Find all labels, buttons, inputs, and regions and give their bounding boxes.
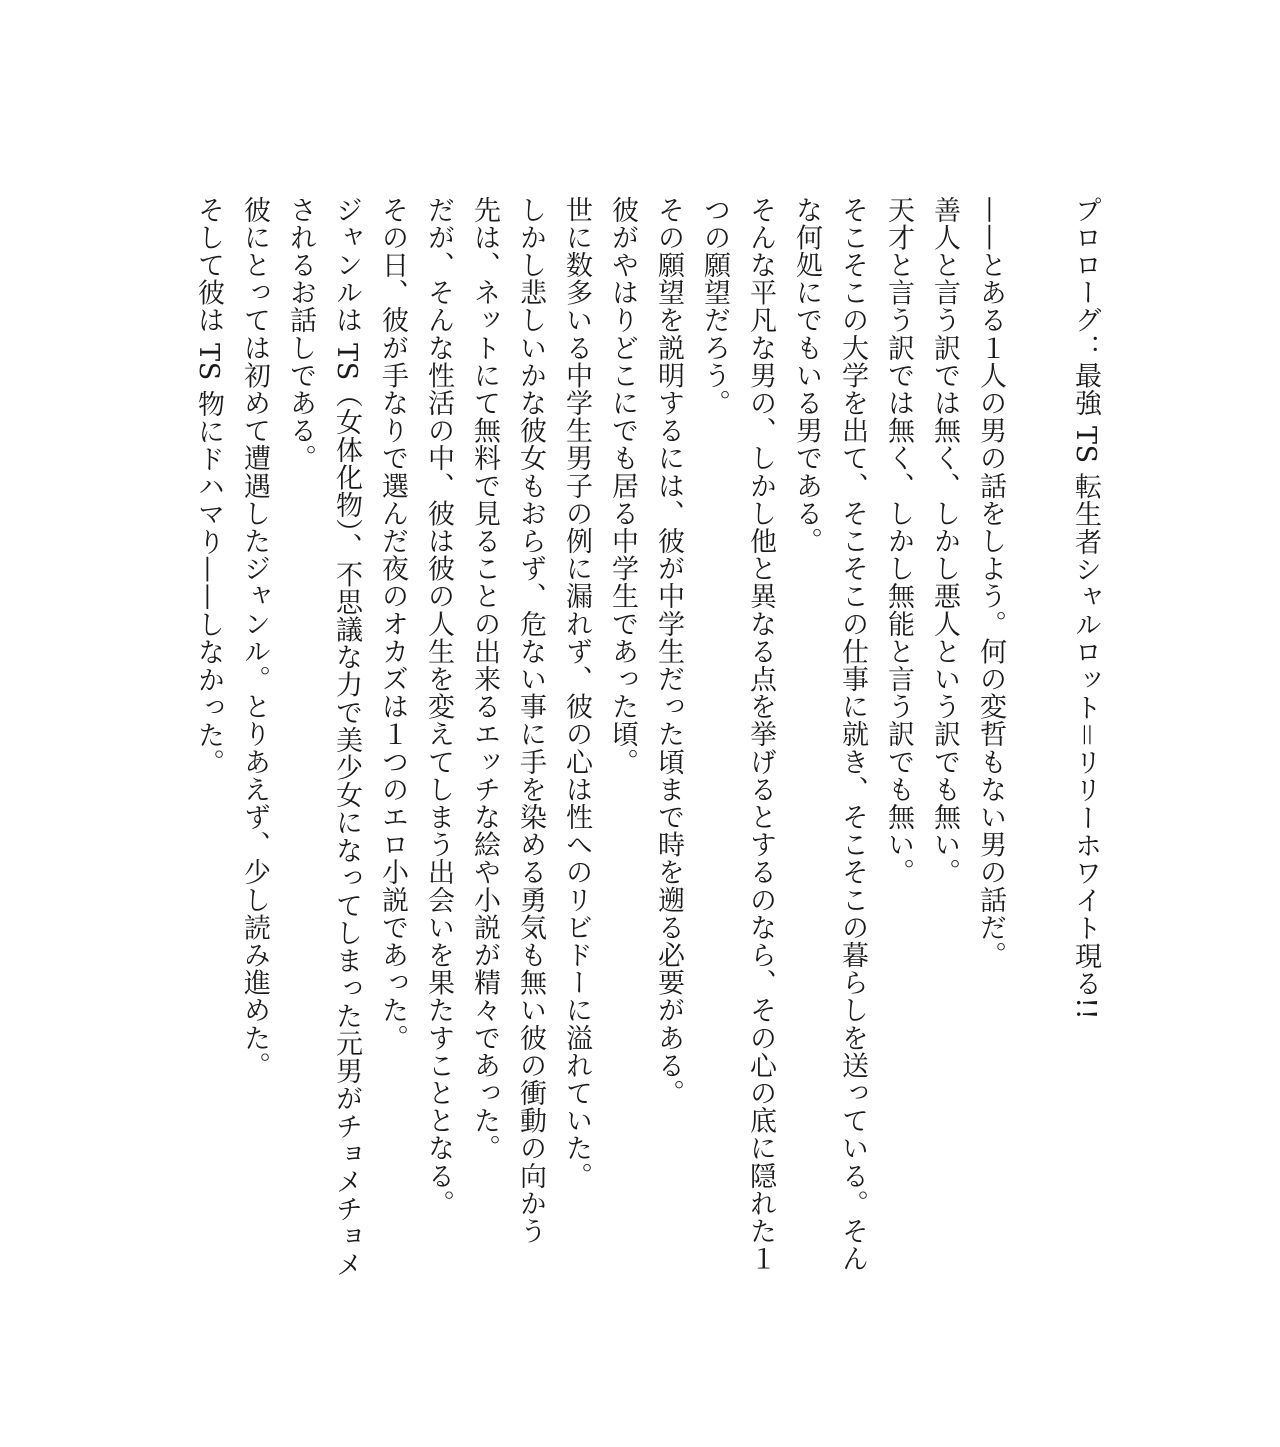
text-line: ジャンルは TS（女体化物）、不思議な力で美少女になってしまった元男がチョメチョメ [331, 196, 362, 1279]
text-line: 世に数多いる中学生男子の例に漏れず、彼の心は性へのリビドーに溢れていた。 [561, 196, 592, 1190]
text-line: そして彼は TS 物にドハマり——しなかった。 [193, 196, 224, 777]
text-line: そんな平凡な男の、しかし他と異なる点を挙げるとするのなら、その心の底に隠れた１ [745, 196, 776, 1273]
text-line: ——とある１人の男の話をしよう。何の変哲もない男の話だ。 [975, 196, 1006, 969]
text-line: な何処にでもいる男である。 [791, 196, 822, 555]
text-line: その日、彼が手なりで選んだ夜のオカズは１つのエロ小説であった。 [377, 196, 408, 1052]
chapter-title: プロローグ：最強 TS 転生者シャルロット＝リリーホワイト現る!! [1070, 196, 1101, 1021]
vertical-text-page [185, 196, 1108, 1316]
text-line: その願望を説明するには、彼が中学生だった頃まで時を遡る必要がある。 [653, 196, 684, 1107]
text-line: 彼にとっては初めて遭遇したジャンル。とりあえず、少し読み進めた。 [239, 196, 270, 1080]
text-line: しかし悲しいかな彼女もおらず、危ない事に手を染める勇気も無い彼の衝動の向かう [515, 196, 546, 1245]
text-line: だが、そんな性活の中、彼は彼の人生を変えてしまう出会いを果たすこととなる。 [423, 196, 454, 1218]
text-line: 善人と言う訳では無く、しかし悪人という訳でも無い。 [929, 196, 960, 886]
text-line: そこそこの大学を出て、そこそこの仕事に就き、そこそこの暮らしを送っている。そん [837, 196, 868, 1273]
text-line: 天才と言う訳では無く、しかし無能と言う訳でも無い。 [883, 196, 914, 886]
text-line: されるお話しである。 [285, 196, 316, 472]
text-line: つの願望だろう。 [699, 196, 730, 417]
text-line: 彼がやはりどこにでも居る中学生であった頃。 [607, 196, 638, 776]
text-line: 先は、ネットにて無料で見ることの出来るエッチな絵や小説が精々であった。 [469, 196, 500, 1162]
